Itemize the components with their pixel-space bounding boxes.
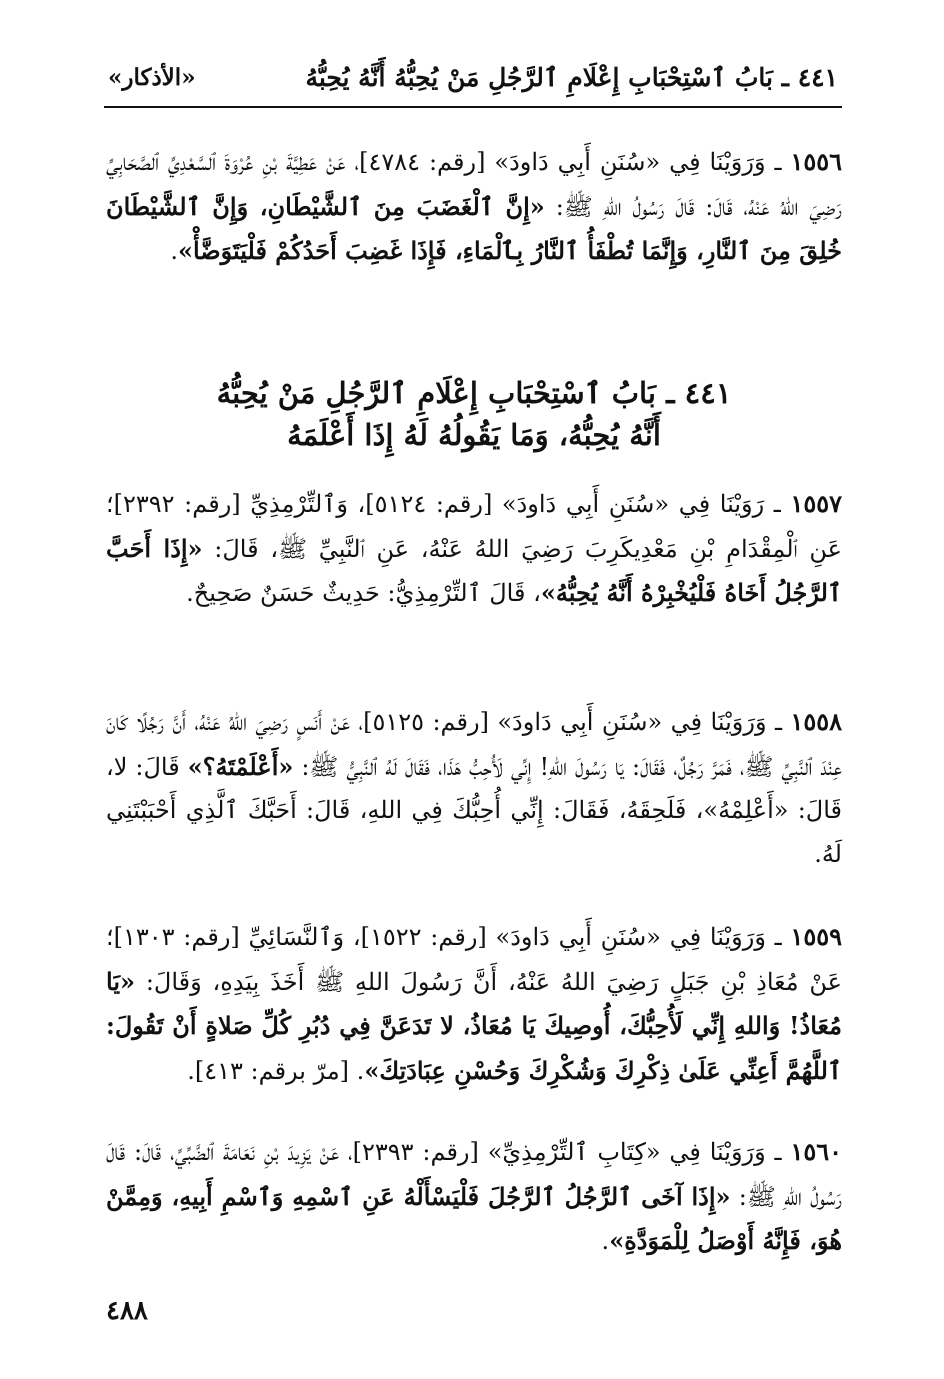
chapter-heading — [106, 372, 842, 456]
entry-1558 — [106, 700, 842, 876]
chapter-heading-line-2: أَنَّهُ يُحِبُّهُ، وَمَا يَقُولُهُ لَهُ إِذَا أَعْلَمَهُ — [287, 418, 661, 452]
running-header — [108, 52, 838, 102]
entry-number: ١٥٥٨ — [790, 707, 843, 736]
entry-1559 — [106, 915, 842, 1093]
entry-tail: . — [601, 1227, 610, 1255]
entry-1556 — [106, 140, 842, 274]
entry-number: ١٥٦٠ — [790, 1137, 842, 1166]
entry-text: ـ رَوَيْنَا فِي «سُنَنِ أَبِي دَاودَ» [رقم: ٥١٢٤]، وَٱلتِّرْمِذِيِّ [رقم: ٢٣٩٢]؛ عَنِ ٱلْمِقْدَامِ بْنِ مَعْدِيكَرِبَ رَضِيَ اللهُ عَنْهُ، عَنِ ٱلنَّبِيِّ ﷺ، قَالَ: — [106, 490, 842, 563]
entry-number: ١٥٥٩ — [790, 922, 842, 951]
book-name: «الأذكار» — [108, 63, 196, 91]
entry-tail: . [مرّ برقم: ٤١٣]. — [187, 1056, 365, 1085]
entry-tail: قَالَ: لا، قَالَ: «أَعْلِمْهُ»، فَلَحِقَهُ، فَقَالَ: إِنِّي أُحِبُّكَ فِي اللهِ، قَالَ: أَحَبَّكَ ٱلَّذِي أَحْبَبْتَنِي لَهُ. — [106, 752, 842, 868]
entry-text: ـ وَرَوَيْنَا فِي «سُنَنِ أَبِي دَاودَ» [رقم: ٥١٢٥]، عَنْ أَنَسٍ رَضِيَ اللهُ عَنْهُ، أَنَّ رَجُلًا كَانَ عِنْدَ ٱلنَّبِيِّ ﷺ، فَمَرَّ رَجُلٌ، فَقَالَ: يَا رَسُولَ اللهِ! إِنِّي لَأُحِبُّ هَذَا، فَقَالَ لَهُ ٱلنَّبِيُّ ﷺ: — [106, 708, 842, 781]
header-rule — [104, 106, 842, 108]
running-title: ٤٤١ ـ بَابُ ٱسْتِحْبَابِ إِعْلَامِ ٱلرَّجُلِ مَنْ يُحِبُّهُ أَنَّهُ يُحِبُّهُ — [305, 62, 838, 92]
entry-tail: ، قَالَ ٱلتِّرْمِذِيُّ: حَدِيثٌ حَسَنٌ صَحِيحٌ. — [186, 579, 541, 607]
entry-1560 — [106, 1130, 842, 1264]
entry-hadith: «يَا مُعَاذُ! وَاللهِ إِنِّي لَأُحِبُّكَ، أُوصِيكَ يَا مُعَاذُ، لا تَدَعَنَّ فِي دُبُرِ كُلِّ صَلاةٍ أَنْ تَقُولَ: ٱللَّهُمَّ أَعِنِّي عَلَىٰ ذِكْرِكَ وَشُكْرِكَ وَحُسْنِ عِبَادَتِكَ» — [106, 966, 842, 1085]
entry-tail: . — [170, 237, 178, 265]
entry-hadith: «إِذَا أَحَبَّ ٱلرَّجُلُ أَخَاهُ فَلْيُخْبِرْهُ أَنَّهُ يُحِبُّهُ» — [106, 533, 842, 607]
entry-1557 — [106, 482, 842, 616]
entry-hadith: «إِذَا آخَى ٱلرَّجُلُ ٱلرَّجُلَ فَلْيَسْأَلْهُ عَنِ ٱسْمِهِ وَٱسْمِ أَبِيهِ، وَمِمَّنْ هُوَ، فَإِنَّهُ أَوْصَلُ لِلْمَوَدَّةِ» — [106, 1181, 842, 1255]
entry-text: ـ وَرَوَيْنَا فِي «سُنَنِ أَبِي دَاودَ» [رقم: ٤٧٨٤]، عَنْ عَطِيَّةَ بْنِ عُرْوَةَ ٱلسَّعْدِيِّ ٱلصَّحَابِيِّ رَضِيَ اللهُ عَنْهُ، قَالَ: قَالَ رَسُولُ اللهِ ﷺ: — [106, 148, 843, 221]
entry-number: ١٥٥٦ — [790, 147, 842, 176]
entry-text: ـ وَرَوَيْنَا فِي «سُنَنِ أَبِي دَاودَ» [رقم: ١٥٢٢]، وَٱلنَّسَائِيِّ [رقم: ١٣٠٣]؛ عَنْ مُعَاذِ بْنِ جَبَلٍ رَضِيَ اللهُ عَنْهُ، أَنَّ رَسُولَ اللهِ ﷺ أَخَذَ بِيَدِهِ، وَقَالَ: — [106, 923, 842, 996]
entry-hadith: «أَعْلَمْتَهُ؟» — [187, 751, 294, 781]
entry-hadith: «إِنَّ ٱلْغَضَبَ مِنَ ٱلشَّيْطَانِ، وَإِنَّ ٱلشَّيْطَانَ خُلِقَ مِنَ ٱلنَّارِ، وَإِنَّمَا تُطْفَأُ ٱلنَّارُ بِٱلْمَاءِ، فَإِذَا غَضِبَ أَحَدُكُمْ فَلْيَتَوَضَّأْ» — [106, 191, 842, 265]
entry-number: ١٥٥٧ — [790, 489, 842, 518]
page-number: ٤٨٨ — [106, 1296, 148, 1326]
entry-text: ـ وَرَوَيْنَا فِي «كِتَابِ ٱلتِّرْمِذِيِّ» [رقم: ٢٣٩٣]، عَنْ يَزِيدَ بْنِ نَعَامَةَ ٱلضَّبِّيِّ، قَالَ: قَالَ رَسُولُ اللهِ ﷺ: — [106, 1138, 842, 1211]
chapter-heading-line-1: ٤٤١ ـ بَابُ ٱسْتِحْبَابِ إِعْلَامِ ٱلرَّجُلِ مَنْ يُحِبُّهُ — [216, 376, 732, 410]
